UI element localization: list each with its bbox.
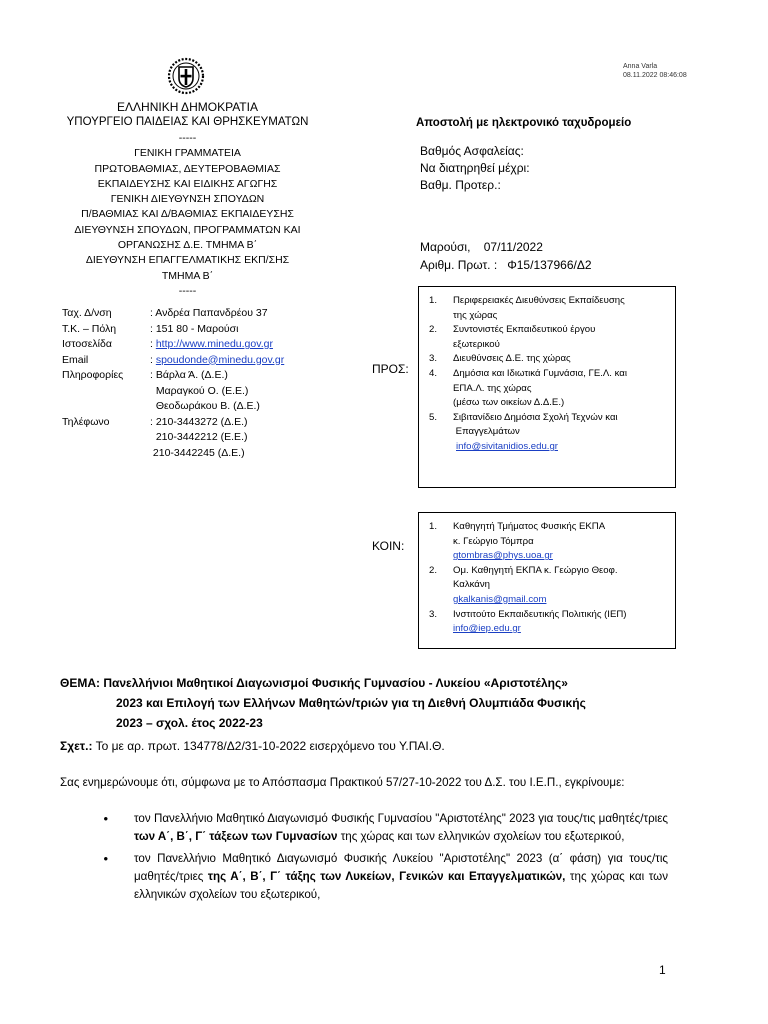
contact-info: [62, 306, 322, 461]
cc-box: [418, 512, 676, 649]
contact-row: [62, 368, 322, 384]
contact-row: [62, 384, 322, 400]
cc-label: ΚΟΙΝ:: [372, 539, 405, 553]
item-number: 2.: [429, 564, 438, 576]
colon: :: [150, 338, 156, 350]
contact-value: : Βάρλα Ά. (Δ.Ε.): [150, 369, 228, 381]
list-item: [429, 520, 669, 564]
bullet-list: [60, 810, 668, 908]
priority-level: Βαθμ. Προτερ.:: [420, 178, 501, 192]
list-item: [429, 294, 669, 323]
contact-label: [62, 446, 150, 462]
bullet-bold-text: των Α΄, Β΄, Γ΄ τάξεων των Γυμνασίων: [134, 830, 338, 843]
email-link[interactable]: gkalkanis@gmail.com: [453, 593, 547, 605]
contact-label: Τ.Κ. – Πόλη: [62, 322, 117, 335]
separator: -----: [178, 132, 197, 144]
separator: -----: [178, 284, 197, 297]
email-link[interactable]: info@sivitanidios.edu.gr: [456, 440, 558, 452]
contact-row: [62, 446, 322, 462]
contact-row: [62, 322, 322, 338]
item-text: Διευθύνσεις Δ.Ε. της χώρας: [453, 353, 571, 365]
list-item: [429, 564, 669, 608]
subject-line: 2023 και Επιλογή των Ελλήνων Μαθητών/τριών για τη Διεθνή Ολυμπιάδα Φυσικής: [116, 696, 586, 710]
contact-row: [62, 399, 322, 415]
ministry-name: ΥΠΟΥΡΓΕΙΟ ΠΑΙΔΕΙΑΣ ΚΑΙ ΘΡΗΣΚΕΥΜΑΤΩΝ: [66, 116, 309, 128]
list-item: [429, 367, 669, 411]
dept-line: ΔΙΕΥΘΥΝΣΗ ΣΠΟΥΔΩΝ, ΠΡΟΓΡΑΜΜΑΤΩΝ ΚΑΙ: [74, 223, 301, 236]
subject-line: 2023 – σχολ. έτος 2022-23: [116, 716, 263, 730]
reference-line: [60, 737, 680, 755]
subject-block: [60, 673, 680, 733]
greek-emblem-icon: [166, 56, 206, 96]
list-item: [60, 810, 668, 846]
item-text: (μέσω των οικείων Δ.Δ.Ε.): [453, 397, 565, 409]
email-link[interactable]: gtombras@phys.uoa.gr: [453, 550, 553, 562]
item-text: εξωτερικού: [453, 338, 500, 350]
bullet-icon: •: [103, 851, 108, 866]
list-item: [429, 411, 669, 455]
email-link[interactable]: spoudonde@minedu.gov.gr: [155, 353, 285, 366]
dept-line: ΟΡΓΑΝΩΣΗΣ Δ.Ε. ΤΜΗΜΑ Β΄: [117, 239, 258, 252]
bullet-text: της χώρας και των ελληνικών σχολείων του εξωτερικού,: [134, 870, 668, 901]
contact-label: [62, 399, 150, 415]
list-item: [60, 850, 668, 904]
stamp-name: Anna Varla: [623, 63, 658, 70]
item-text: της χώρας: [453, 309, 498, 321]
item-number: 3.: [429, 608, 438, 620]
contact-label: [62, 384, 150, 400]
contact-row: [62, 306, 322, 322]
item-text: κ. Γεώργιο Τόμπρα: [453, 535, 534, 547]
contact-label: Email: [62, 353, 89, 366]
security-level: Βαθμός Ασφαλείας:: [420, 144, 524, 158]
item-text: Δημόσια και Ιδιωτικά Γυμνάσια, ΓΕ.Λ. και: [453, 367, 627, 379]
contact-label: Τηλέφωνο: [62, 415, 110, 428]
item-number: 2.: [429, 324, 438, 336]
contact-row: [62, 337, 322, 353]
contact-label: Ιστοσελίδα: [62, 338, 112, 350]
contact-value: Θεοδωράκου Β. (Δ.Ε.): [150, 400, 260, 412]
item-text: Καλκάνη: [453, 579, 490, 591]
ministry-header: [60, 100, 315, 130]
dept-line: ΔΙΕΥΘΥΝΣΗ ΕΠΑΓΓΕΛΜΑΤΙΚΗΣ ΕΚΠ/ΣΗΣ: [85, 254, 290, 267]
contact-row: [62, 415, 322, 431]
item-text: Καθηγητή Τμήματος Φυσικής ΕΚΠΑ: [453, 521, 606, 532]
reference-text: Το με αρ. πρωτ. 134778/Δ2/31-10-2022 εισερχόμενο του Υ.ΠΑΙ.Θ.: [92, 739, 445, 753]
item-text: Ομ. Καθηγητή ΕΚΠΑ κ. Γεώργιο Θεοφ.: [453, 564, 618, 576]
bullet-icon: •: [103, 811, 108, 826]
dept-line: ΤΜΗΜΑ Β΄: [161, 269, 214, 282]
list-item: [429, 352, 669, 367]
item-text: Συντονιστές Εκπαιδευτικού έργου: [453, 324, 596, 336]
dept-line: ΠΡΩΤΟΒΑΘΜΙΑΣ, ΔΕΥΤΕΡΟΒΑΘΜΙΑΣ: [94, 162, 281, 175]
list-item: [429, 608, 669, 637]
bullet-bold-text: της Α΄, Β΄, Γ΄ τάξης των Λυκείων, Γενικών και Επαγγελματικών,: [207, 870, 566, 883]
item-text: Ινστιτούτο Εκπαιδευτικής Πολιτικής (ΙΕΠ): [453, 608, 627, 620]
contact-label: [62, 430, 150, 446]
website-link[interactable]: http://www.minedu.gov.gr: [155, 338, 273, 350]
contact-value: 210-3442212 (Ε.Ε.): [150, 431, 248, 443]
contact-value: : Ανδρέα Παπανδρέου 37: [150, 307, 268, 319]
contact-label: Πληροφορίες: [62, 369, 124, 381]
reference-label: Σχετ.:: [60, 739, 93, 753]
contact-value: : 210-3443272 (Δ.Ε.): [150, 415, 248, 428]
contact-row: [62, 430, 322, 446]
item-text: Σιβιτανίδειο Δημόσια Σχολή Τεχνών και: [453, 411, 618, 423]
contact-value: Μαραγκού Ο. (Ε.Ε.): [150, 384, 249, 397]
item-number: 5.: [429, 411, 438, 423]
country-title: ΕΛΛΗΝΙΚΗ ΔΗΜΟΚΡΑΤΙΑ: [117, 100, 258, 114]
send-mode: Αποστολή με ηλεκτρονικό ταχυδρομείο: [416, 117, 632, 129]
dept-line: ΕΚΠΑΙΔΕΥΣΗΣ ΚΑΙ ΕΙΔΙΚΗΣ ΑΓΩΓΗΣ: [97, 177, 278, 190]
signature-stamp: [623, 62, 687, 80]
keep-until: Να διατηρηθεί μέχρι:: [420, 161, 530, 175]
stamp-datetime: 08.11.2022 08:46:08: [623, 72, 687, 79]
contact-label: Ταχ. Δ/νση: [62, 307, 112, 319]
item-number: 1.: [429, 295, 438, 306]
item-text: ΕΠΑ.Λ. της χώρας: [453, 382, 532, 394]
department-block: [60, 131, 315, 299]
contact-value: : 151 80 - Μαρούσι: [150, 322, 239, 335]
dept-line: ΓΕΝΙΚΗ ΔΙΕΥΘΥΝΣΗ ΣΠΟΥΔΩΝ: [110, 193, 265, 206]
contact-row: [62, 353, 322, 369]
recipients-label: ΠΡΟΣ:: [372, 362, 409, 376]
subject-line: ΘΕΜΑ: Πανελλήνιοι Μαθητικοί Διαγωνισμοί Φυσικής Γυμνασίου - Λυκείου «Αριστοτέλης»: [60, 676, 568, 690]
item-text: Περιφερειακές Διευθύνσεις Εκπαίδευσης: [453, 295, 625, 306]
contact-value: 210-3442245 (Δ.Ε.): [150, 446, 245, 459]
recipients-box: [418, 286, 676, 488]
item-text: Επαγγελμάτων: [453, 426, 520, 438]
item-number: 3.: [429, 353, 438, 365]
list-item: [429, 323, 669, 352]
document-date: Μαρούσι, 07/11/2022: [420, 240, 543, 254]
dept-line: ΓΕΝΙΚΗ ΓΡΑΜΜΑΤΕΙΑ: [134, 147, 241, 160]
dept-line: Π/ΒΑΘΜΙΑΣ ΚΑΙ Δ/ΒΑΘΜΙΑΣ ΕΚΠΑΙΔΕΥΣΗΣ: [81, 208, 294, 221]
date-block: [420, 238, 592, 274]
item-number: 1.: [429, 521, 438, 532]
bullet-text: τον Πανελλήνιο Μαθητικό Διαγωνισμό Φυσικής Λυκείου "Αριστοτέλης" 2023 (α΄ φάση) για τους/τις μαθητές/τριες: [134, 852, 668, 883]
email-link[interactable]: info@iep.edu.gr: [453, 623, 521, 635]
security-block: [420, 143, 530, 194]
protocol-number: Αριθμ. Πρωτ. : Φ15/137966/Δ2: [420, 258, 592, 272]
item-number: 4.: [429, 367, 438, 379]
body-paragraph: Σας ενημερώνουμε ότι, σύμφωνα με το Απόσπασμα Πρακτικού 57/27-10-2022 του Δ.Σ. του Ι.Ε.Π., εγκρίνουμε:: [60, 776, 625, 789]
bullet-text: της χώρας και των ελληνικών σχολείων του εξωτερικού,: [337, 830, 625, 843]
bullet-text: τον Πανελλήνιο Μαθητικό Διαγωνισμό Φυσικής Γυμνασίου "Αριστοτέλης" 2023 για τους/τις μαθητές/τριες: [134, 812, 668, 825]
page-number: 1: [659, 963, 666, 977]
colon: :: [150, 353, 156, 366]
